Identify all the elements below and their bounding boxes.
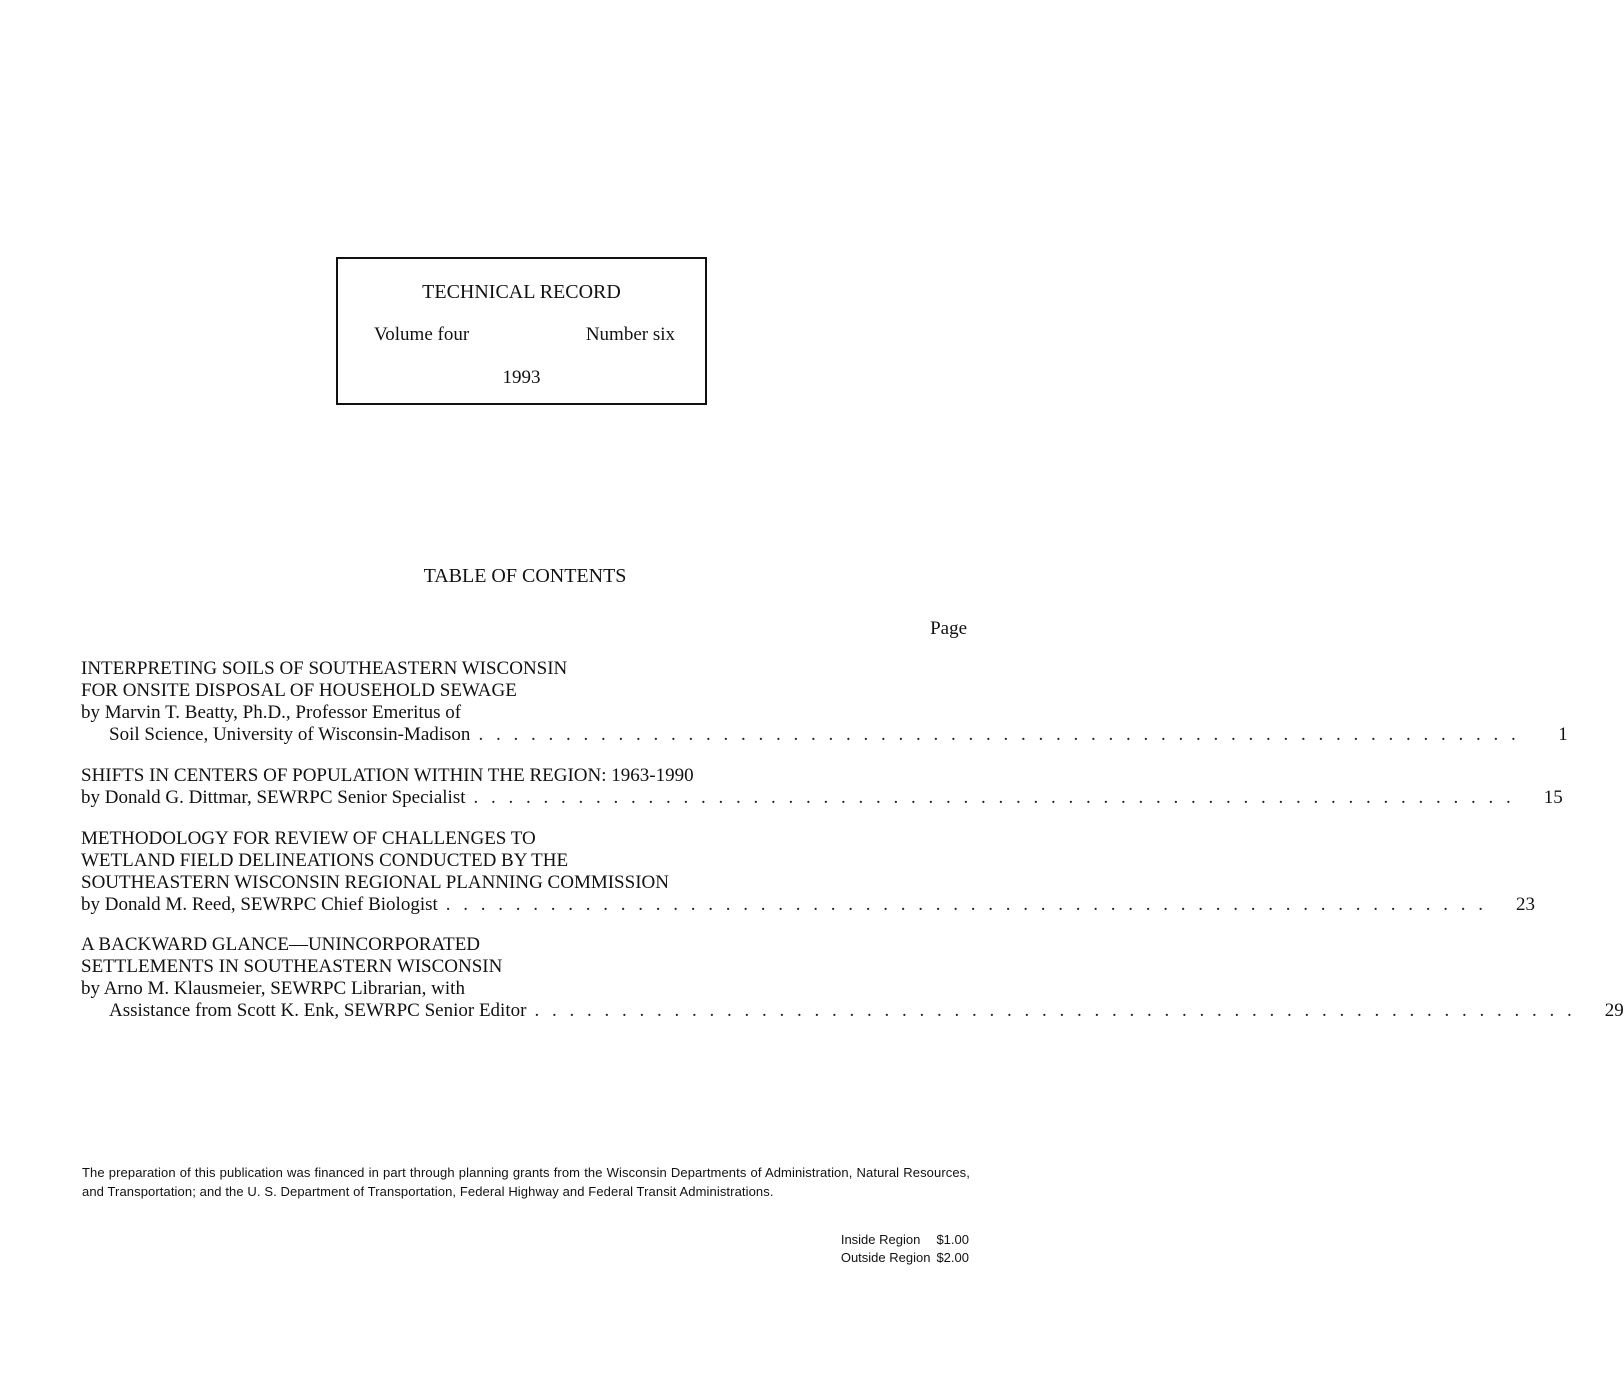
entry-title-line: SHIFTS IN CENTERS OF POPULATION WITHIN THE REGION: 1963-1990	[81, 765, 694, 786]
entry-author-line: by Donald M. Reed, SEWRPC Chief Biologist	[81, 894, 438, 915]
price-label: Outside Region	[840, 1250, 931, 1265]
entry-title-line: SETTLEMENTS IN SOUTHEASTERN WISCONSIN	[81, 956, 503, 977]
dot-leader: . . . . . . . . . . . . . . . . . . . . . . . . . . . . . . . . . . . . . . . . . . . . . . . . . . . . . . . . . . . .	[445, 894, 1488, 915]
toc-entry[interactable]	[81, 828, 1536, 916]
entry-title-line: INTERPRETING SOILS OF SOUTHEASTERN WISCONSIN	[81, 658, 568, 679]
price-row-inside	[841, 1231, 969, 1249]
toc-heading: TABLE OF CONTENTS	[423, 565, 627, 587]
entry-author-line: Assistance from Scott K. Enk, SEWRPC Senior Editor	[109, 1000, 527, 1021]
entry-title-line: A BACKWARD GLANCE—UNINCORPORATED	[81, 934, 481, 955]
price-block	[841, 1231, 969, 1267]
toc-entry[interactable]	[81, 934, 1624, 1022]
dot-leader: . . . . . . . . . . . . . . . . . . . . . . . . . . . . . . . . . . . . . . . . . . . . . . . . . . . . . . . . . . . .	[478, 724, 1520, 745]
price-row-outside	[841, 1249, 969, 1267]
price-value: $2.00	[936, 1250, 969, 1265]
toc-entry[interactable]	[81, 658, 1568, 746]
dot-leader: . . . . . . . . . . . . . . . . . . . . . . . . . . . . . . . . . . . . . . . . . . . . . . . . . . . . . . . . . . . .	[473, 787, 1515, 808]
entry-leader-line	[81, 787, 1563, 809]
entry-author-line: by Marvin T. Beatty, Ph.D., Professor Emeritus of	[81, 702, 462, 723]
entry-page-number: 15	[1543, 787, 1563, 808]
entry-title-line: SOUTHEASTERN WISCONSIN REGIONAL PLANNING COMMISSION	[81, 872, 669, 893]
price-value: $1.00	[936, 1232, 969, 1247]
entry-title-line: FOR ONSITE DISPOSAL OF HOUSEHOLD SEWAGE	[81, 680, 517, 701]
price-label: Inside Region	[840, 1232, 921, 1247]
entry-page-number: 23	[1516, 894, 1536, 915]
entry-author-line: by Donald G. Dittmar, SEWRPC Senior Specialist	[81, 787, 466, 808]
technical-record-box	[336, 257, 707, 405]
entry-page-number: 29	[1604, 1000, 1624, 1021]
record-volume: Volume four	[374, 324, 470, 345]
dot-leader: . . . . . . . . . . . . . . . . . . . . . . . . . . . . . . . . . . . . . . . . . . . . . . . . . . . . . . . . . . . .	[534, 1000, 1576, 1021]
toc-entry[interactable]	[81, 765, 1563, 809]
entry-leader-line	[81, 894, 1536, 916]
entry-leader-line	[81, 1000, 1624, 1022]
record-title: TECHNICAL RECORD	[422, 281, 621, 303]
page-column-label: Page	[930, 618, 967, 639]
entry-leader-line	[81, 724, 1568, 746]
record-year: 1993	[502, 367, 541, 388]
entry-author-line: by Arno M. Klausmeier, SEWRPC Librarian, with	[81, 978, 465, 999]
entry-title-line: WETLAND FIELD DELINEATIONS CONDUCTED BY THE	[81, 850, 569, 871]
entry-author-line: Soil Science, University of Wisconsin-Madison	[109, 724, 471, 745]
entry-page-number: 1	[1558, 724, 1568, 745]
funding-footnote: The preparation of this publication was financed in part through planning grants from the Wisconsin Departments of Administration, Natural Resources, and Transportation; and the U. S. Department of Transportation, Federal Highway and Federal Transit Administrations.	[82, 1165, 970, 1199]
entry-title-line: METHODOLOGY FOR REVIEW OF CHALLENGES TO	[81, 828, 536, 849]
record-number: Number six	[585, 324, 675, 345]
